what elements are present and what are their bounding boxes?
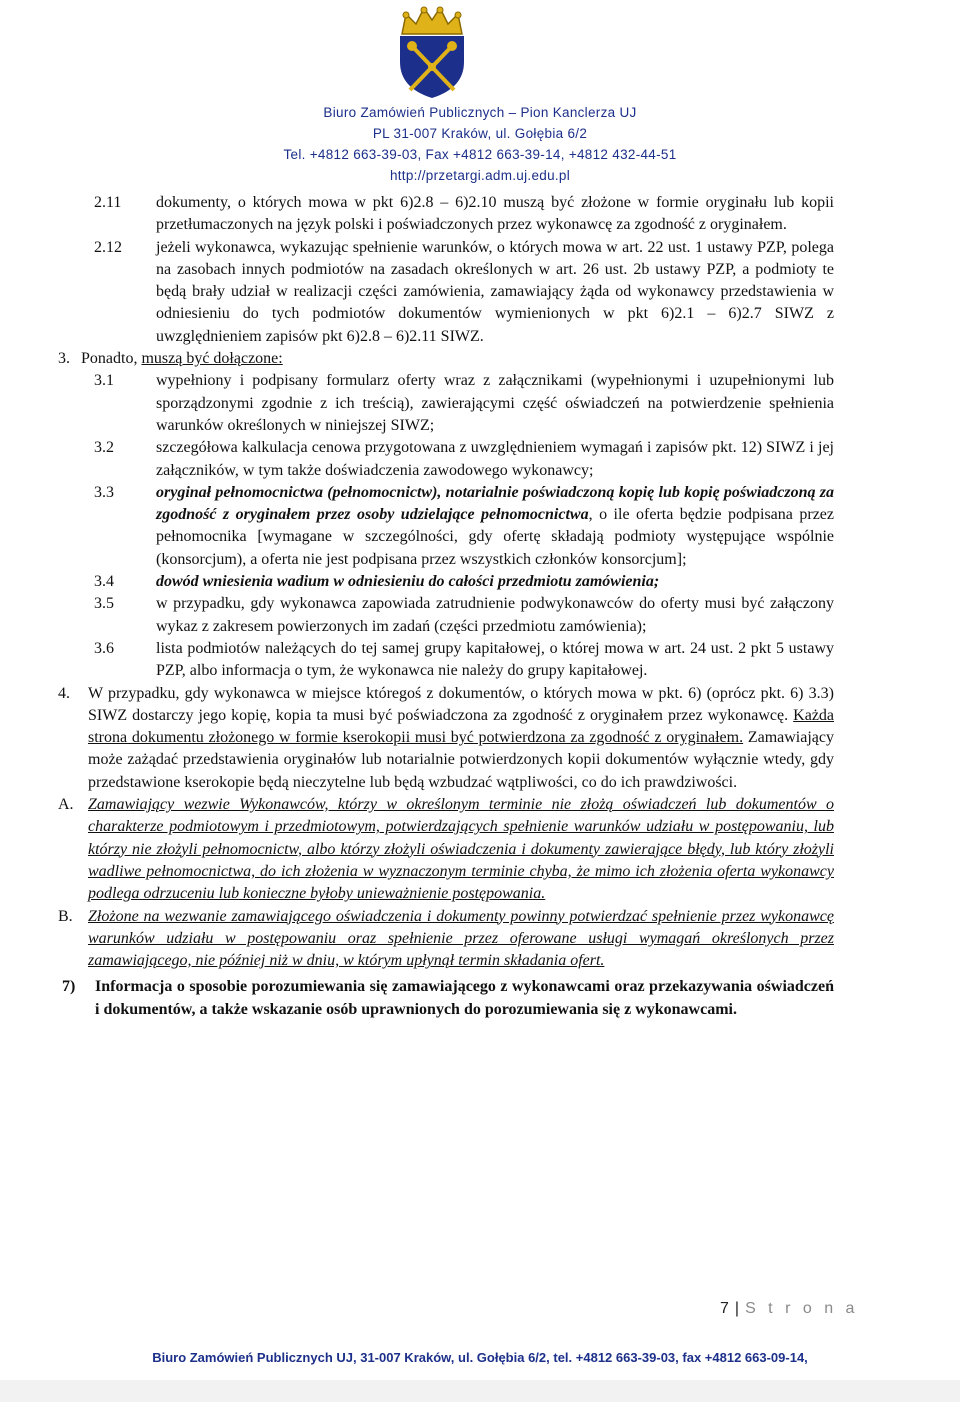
header-address: PL 31-007 Kraków, ul. Gołębia 6/2 xyxy=(372,126,588,141)
item-3-4 xyxy=(0,571,834,593)
section-4 xyxy=(0,683,834,794)
section-B xyxy=(0,906,834,973)
page-separator: | xyxy=(734,1300,740,1317)
item-3-2 xyxy=(0,437,834,482)
section-text: dokumenty, o których mowa w pkt 6)2.8 – 6)2.10 muszą być złożone w formie oryginału lub kopii przetłumaczonych na język polski i poświadczonych przez wykonawcę za zgodność z oryginałem. xyxy=(156,194,834,234)
section-text: jeżeli wykonawca, wykazując spełnienie warunków, o których mowa w art. 22 ust. 1 ustawy PZP, polega na zasobach innych podmiotów na zasadach określonych w art. 26 ust. 2b ustawy PZP, a podmioty te będą brały udział w realizacji części zamówienia, zamawiający żąda od wykonawcy przedstawienia w odniesieniu do tych podmiotów dokumentów wymienionych w pkt 6)2.1 – 6)2.7 SIWZ z uwzględnieniem zapisów pkt 6)2.8 – 6)2.11 SIWZ. xyxy=(156,238,834,345)
section-number: 2.12 xyxy=(94,238,122,256)
header-website-link[interactable]: http://przetargi.adm.uj.edu.pl xyxy=(389,168,571,183)
item-3-3 xyxy=(0,482,834,571)
section-letter: B. xyxy=(58,907,73,925)
document-body xyxy=(0,192,960,1021)
section-text: Zamawiający wezwie Wykonawców, którzy w określonym terminie nie złożą oświadczeń lub dokumentów o charakterze podmiotowym i przedmiotowym, potwierdzających spełnienie warunków udziału w postępowaniu, lub którzy nie złożyli pełnomocnictw, albo którzy złożyli oświadczenia i dokumenty zawierające błędy, lub który złożyli wadliwe pełnomocnictwa, do ich złożenia w wyznaczonym terminie chyba, że mimo ich złożenia oferta wykonawcy podlega odrzuceniu lub konieczne byłoby unieważnienie postępowania. xyxy=(88,796,834,903)
section-A xyxy=(0,794,834,905)
page-number-footer xyxy=(720,1300,858,1318)
item-text: wypełniony i podpisany formularz oferty wraz z załącznikami (wypełnionymi i uzupełnionymi lub sporządzonymi zgodnie z ich treścią), zawierającymi część oświadczeń na potwierdzenie spełnienia warunków określonych w niniejszej SIWZ; xyxy=(156,372,834,434)
item-number: 3.4 xyxy=(94,573,114,591)
page-label: S t r o n a xyxy=(745,1300,859,1317)
section-3-heading xyxy=(0,348,834,370)
section-7-heading xyxy=(0,976,834,1021)
item-3-6 xyxy=(0,638,834,683)
university-crest-logo xyxy=(384,4,480,100)
header-office-name: Biuro Zamówień Publicznych – Pion Kanclerza UJ xyxy=(323,105,637,120)
item-3-5 xyxy=(0,593,834,638)
section-number: 4. xyxy=(58,684,70,702)
page-number: 7 xyxy=(720,1300,729,1317)
item-text: lista podmiotów należących do tej samej grupy kapitałowej, o której mowa w art. 24 ust. 2 pkt 5 ustawy PZP, albo informacja o tym, że wykonawca nie należy do grupy kapitałowej. xyxy=(156,639,834,680)
section-text-part1: W przypadku, gdy wykonawca w miejsce któregoś z dokumentów, o których mowa w pkt. 6) (oprócz pkt. 6) 3.3) SIWZ dostarczy jego kopię, kopia ta musi być poświadczona za zgodność z oryginałem przez wykonawcę. xyxy=(88,684,834,724)
section-text-part2: Zamawiający może zażądać przedstawienia oryginałów lub notarialnie potwierdzonych kopii dokumentów wyłącznie wtedy, gdy przedstawione kserokopie będą nieczytelne lub będą wzbudzać wątpliwości, co do ich prawdziwości. xyxy=(88,729,834,791)
section-text-underlined: Każda strona dokumentu złożonego w formie kserokopii musi być potwierdzona za zgodność z oryginałem. xyxy=(88,706,835,747)
section-number: 2.11 xyxy=(94,194,122,211)
section-lead: Ponadto, xyxy=(81,350,138,368)
section-number: 3. xyxy=(58,350,70,368)
item-text xyxy=(156,482,834,571)
section-lead-underlined: muszą być dołączone: xyxy=(141,350,283,368)
section-text xyxy=(88,683,834,794)
item-text: szczegółowa kalkulacja cenowa przygotowana z uwzględnieniem wymagań i zapisów pkt. 12) SIWZ i jej załączników, w tym także doświadczenia zawodowego wykonawcy; xyxy=(156,439,834,479)
footer-address: Biuro Zamówień Publicznych UJ, 31-007 Kraków, ul. Gołębia 6/2, tel. +4812 663-39-03, fax +4812 663-09-14, xyxy=(152,1350,808,1365)
crown-shape xyxy=(402,8,462,34)
item-number: 3.3 xyxy=(94,483,114,501)
item-text: dowód wniesienia wadium w odniesieniu do całości przedmiotu zamówienia; xyxy=(156,573,660,591)
section-heading-text: Informacja o sposobie porozumiewania się zamawiającego z wykonawcami oraz przekazywania oświadczeń i dokumentów, a także wskazanie osób uprawnionych do porozumiewania się z wykonawcami. xyxy=(95,978,834,1018)
header-phone-fax: Tel. +4812 663-39-03, Fax +4812 663-39-14, +4812 432-44-51 xyxy=(283,147,677,162)
section-2-12 xyxy=(0,237,834,348)
item-number: 3.6 xyxy=(94,639,114,657)
section-number: 7) xyxy=(62,978,76,996)
item-emphasis: oryginał pełnomocnictwa (pełnomocnictw), notarialnie poświadczoną kopię lub kopię poświadczoną za zgodność z oryginałem przez osoby udzielające pełnomocnictwa xyxy=(156,483,834,524)
item-number: 3.1 xyxy=(94,372,114,390)
section-letter: A. xyxy=(58,796,74,814)
section-2-11 xyxy=(0,192,834,237)
section-text: Złożone na wezwanie zamawiającego oświadczenia i dokumenty powinny potwierdzać spełnienie przez wykonawcę warunków udziału w postępowaniu oraz spełnienie przez oferowane usługi wymagań określonych przez zamawiającego, nie później niż w dniu, w którym upłynął termin składania ofert. xyxy=(88,907,834,970)
page-bottom-bar xyxy=(0,1380,960,1402)
item-rest: , o ile oferta będzie podpisana przez pełnomocnika [wymagane w szczególności, gdy ofertę składają podmioty występujące wspólnie (konsorcjum), a oferta nie jest podpisana przez wszystkich członków konsorcjum]; xyxy=(156,506,834,568)
letterhead xyxy=(0,0,960,185)
item-text: w przypadku, gdy wykonawca zapowiada zatrudnienie podwykonawców do oferty musi być załączony wykaz z zakresem powierzonych im zadań (części przedmiotu zamówienia); xyxy=(156,595,834,635)
item-number: 3.5 xyxy=(94,595,114,613)
item-3-1 xyxy=(0,370,834,437)
item-number: 3.2 xyxy=(94,439,114,457)
